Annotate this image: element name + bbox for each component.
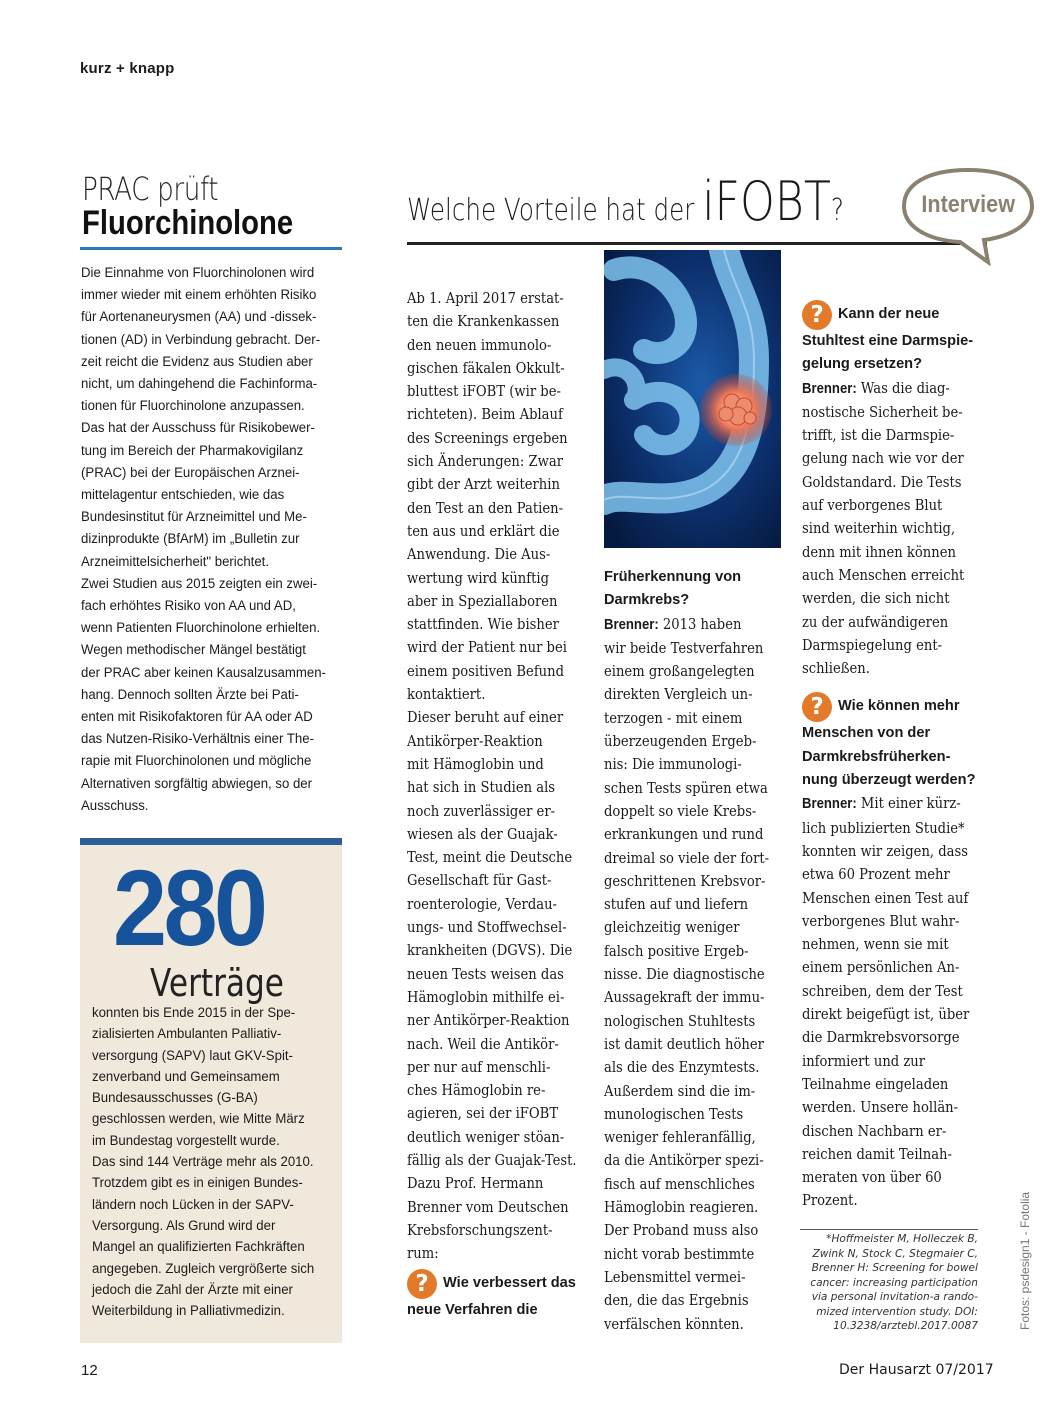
answer-3-line: werden, die sich nicht xyxy=(802,590,950,608)
intro-line: kontaktiert. xyxy=(407,686,486,704)
question-1 xyxy=(407,1269,587,1322)
intro-line: Anwendung. Die Aus- xyxy=(407,546,551,564)
stat-body-line: konnten bis Ende 2015 in der Spe- xyxy=(92,1005,296,1021)
prac-title-line2: Fluorchinolone xyxy=(82,204,294,242)
answer-3-line: denn mit ihnen können xyxy=(802,543,956,561)
intro-line: Gesellschaft für Gast- xyxy=(407,872,552,890)
answer-4-line: Prozent. xyxy=(802,1192,858,1210)
prac-body-line: dizinprodukte (BfArM) im „Bulletin zur xyxy=(81,531,300,548)
prac-body-line: tionen (AD) in Verbindung gebracht. Der- xyxy=(81,331,321,348)
speaker-label: Brenner: xyxy=(604,616,659,633)
stat-body-line: Weiterbildung in Palliativmedizin. xyxy=(92,1303,285,1320)
prac-body-line: Alternativen sorgfältig abwiegen, so der xyxy=(81,775,313,792)
answer-4-line: etwa 60 Prozent mehr xyxy=(802,866,950,884)
prac-body-line: Zwei Studien aus 2015 zeigten ein zwei- xyxy=(81,575,318,592)
answer-3-line: sind weiterhin wichtig, xyxy=(802,520,956,538)
stat-body-line: im Bundestag vorgestellt wurde. xyxy=(92,1132,280,1149)
stat-body-line: geschlossen werden, wie Mitte März xyxy=(92,1111,305,1128)
answer-2-line: direkten Vergleich un- xyxy=(604,686,753,704)
intro-line: ches Hämoglobin re- xyxy=(407,1082,546,1100)
answer-2-line: erkrankungen und rund xyxy=(604,826,764,844)
answer-4-line: verborgenes Blut wahr- xyxy=(802,912,960,930)
speaker-label: Brenner: xyxy=(802,796,857,813)
colon-illustration xyxy=(604,250,781,548)
q2-line: Darmkrebs? xyxy=(604,592,690,609)
answer-4-line: reichen damit Teilnah- xyxy=(802,1145,952,1163)
intro-line: den neuen immunolo- xyxy=(407,336,552,354)
question-2 xyxy=(604,566,789,613)
answer-3-line: auch Menschen erreicht xyxy=(802,566,965,584)
answer-2-line: Außerdem sind die im- xyxy=(604,1082,756,1100)
prac-body-line: Die Einnahme von Fluorchinolonen wird xyxy=(81,265,315,281)
prac-body-line: das Nutzen-Risiko-Verhältnis einer The- xyxy=(81,731,314,748)
answer-4-first-line xyxy=(802,792,987,816)
q1-line: neue Verfahren die xyxy=(407,1302,538,1319)
prac-body-line: Wegen methodischer Mängel bestätigt xyxy=(81,642,306,659)
intro-line: richteten). Beim Ablauf xyxy=(407,406,563,424)
answer-3-line: gelung nach wie vor der xyxy=(802,450,964,468)
interview-column-2 xyxy=(604,566,789,1336)
intro-line: gischen fäkalen Okkult- xyxy=(407,359,565,377)
answer-2-line: gleichzeitig weniger xyxy=(604,919,740,937)
q3-line: Kann der neue xyxy=(838,306,940,322)
answer-4-line: nehmen, wenn sie mit xyxy=(802,936,949,954)
interview-column-1 xyxy=(407,287,587,1323)
answer-4-line: einem persönlichen An- xyxy=(802,959,960,977)
answer-2-line: doppelt so viele Krebs- xyxy=(604,802,757,820)
prac-title-rule xyxy=(80,247,342,250)
q2-line: Früherkennung von xyxy=(604,569,742,585)
intro-line: ner Antikörper-Reaktion xyxy=(407,1012,570,1030)
question-4 xyxy=(802,692,987,792)
page-number: 12 xyxy=(81,1362,98,1379)
answer-4-line: Teilnahme eingeladen xyxy=(802,1075,949,1093)
q4-line: Darmkrebsfrüherken- xyxy=(802,748,951,765)
intro-line: Dieser beruht auf einer xyxy=(407,709,564,727)
intro-line: wertung wird künftig xyxy=(407,569,550,587)
answer-2-line: terzogen - mit einem xyxy=(604,709,743,727)
headline-big: iFOBT xyxy=(702,170,831,233)
answer-2-line: nologischen Stuhltests xyxy=(604,1012,756,1030)
answer-2-line: Aussagekraft der immu- xyxy=(604,989,765,1007)
intro-line: neuen Tests weisen das xyxy=(407,965,564,983)
intro-line: ten die Krankenkassen xyxy=(407,313,560,331)
prac-body-line: für Aortenaneurysmen (AA) und -dissek- xyxy=(81,309,317,326)
answer-4-line: dischen Nachbarn er- xyxy=(802,1122,947,1140)
intro-line: ungs- und Stoffwechsel- xyxy=(407,919,567,937)
answer-2-line: den, die das Ergebnis xyxy=(604,1292,749,1310)
prac-body-line: Arzneimittelsicherheit" berichtet. xyxy=(81,553,270,570)
intro-line: Test, meint die Deutsche xyxy=(407,849,573,867)
q4-line: Menschen von der xyxy=(802,725,931,742)
prac-body-line: Ausschuss. xyxy=(81,797,149,814)
answer-2-line: Der Proband muss also xyxy=(604,1222,759,1240)
question-mark-icon: ? xyxy=(802,692,832,722)
intro-line: rum: xyxy=(407,1245,439,1263)
q3-line: Stuhltest eine Darmspie- xyxy=(802,333,974,349)
intro-line: aber in Speziallaboren xyxy=(407,592,558,610)
prac-body-line: rapie mit Fluorchinolonen und mögliche xyxy=(81,753,312,770)
answer-4-line: direkt beigefügt ist, über xyxy=(802,1006,970,1024)
answer-3-line: nostische Sicherheit be- xyxy=(802,403,963,421)
question-mark-icon: ? xyxy=(802,300,832,330)
prac-body-line: immer wieder mit einem erhöhten Risiko xyxy=(81,287,317,304)
interview-headline xyxy=(407,170,940,233)
answer-4-line: werden. Unsere hollän- xyxy=(802,1099,959,1117)
intro-line: hat sich in Studien als xyxy=(407,779,556,797)
prac-body-line: tung im Bereich der Pharmakovigilanz xyxy=(81,442,304,459)
answer-text: Mit einer kürz- xyxy=(856,795,961,813)
answer-3-line: schließen. xyxy=(802,660,870,678)
intro-line: den Test an den Patien- xyxy=(407,499,564,517)
question-3 xyxy=(802,300,987,377)
intro-line: Krebsforschungszent- xyxy=(407,1221,553,1239)
footnote-line: mized intervention study. DOI: xyxy=(816,1305,978,1318)
answer-2-line: falsch positive Ergeb- xyxy=(604,942,749,960)
footnote-line: *Hoffmeister M, Holleczek B, xyxy=(826,1233,978,1245)
stat-body-line: Bundesausschusses (G-BA) xyxy=(92,1090,258,1107)
issue-label: Der Hausarzt 07/2017 xyxy=(839,1362,994,1378)
answer-2-line: munologischen Tests xyxy=(604,1105,744,1123)
q1-line: Wie verbessert das xyxy=(443,1275,576,1292)
answer-2-line: schen Tests spüren etwa xyxy=(604,779,768,797)
answer-2-line: einem großangelegten xyxy=(604,663,755,681)
footnote-line: 10.3238/arztebl.2017.0087 xyxy=(833,1320,978,1332)
answer-text: 2013 haben xyxy=(658,615,742,633)
intro-line: Ab 1. April 2017 erstat- xyxy=(407,290,564,307)
intro-line: Antikörper-Reaktion xyxy=(407,732,543,750)
photo-credit: Fotos: psdesign1 - Fotolia xyxy=(1018,1191,1032,1330)
answer-4-line: konnten wir zeigen, dass xyxy=(802,842,968,860)
interview-badge: Interview xyxy=(921,189,1016,218)
prac-body-line: Das hat der Ausschuss für Risikobewer- xyxy=(81,420,315,437)
answer-2-line: nis: Die immunologi- xyxy=(604,756,742,774)
headline-post: ? xyxy=(830,193,844,228)
stat-body-line: Mangel an qualifizierten Fachkräften xyxy=(92,1239,305,1256)
intro-line: wiesen als der Guajak- xyxy=(407,825,558,843)
question-mark-icon: ? xyxy=(407,1269,437,1299)
footnote-line: Zwink N, Stock C, Stegmaier C, xyxy=(812,1247,978,1260)
interview-speech-bubble xyxy=(898,166,1038,266)
prac-body-line: fach erhöhtes Risiko von AA und AD, xyxy=(81,598,296,615)
answer-2-line: fisch auf menschliches xyxy=(604,1175,755,1193)
answer-2-line: verfälschen könnten. xyxy=(604,1315,744,1333)
intro-line: des Screenings ergeben xyxy=(407,429,568,447)
stat-body xyxy=(92,1003,342,1322)
answer-2-line: Hämoglobin reagieren. xyxy=(604,1199,759,1217)
answer-3-line: zu der aufwändigeren xyxy=(802,613,949,631)
prac-body-line: enten mit Risikofaktoren für AA oder AD xyxy=(81,709,313,726)
answer-text: Was die diag- xyxy=(856,379,950,397)
q4-line: Wie können mehr xyxy=(838,698,960,715)
intro-line: Dazu Prof. Hermann xyxy=(407,1175,544,1193)
answer-3-line: auf verborgenes Blut xyxy=(802,497,943,515)
speaker-label: Brenner: xyxy=(802,380,857,397)
answer-2-line: als die des Enzymtests. xyxy=(604,1059,760,1077)
stat-body-line: zenverband und Gemeinsamem xyxy=(92,1068,280,1085)
intro-line: ten aus und erklärt die xyxy=(407,522,560,540)
prac-body-line: hang. Dennoch sollten Ärzte bei Pati- xyxy=(81,686,299,703)
stat-number: 280 xyxy=(113,847,265,968)
answer-2-line: stufen auf und liefern xyxy=(604,896,749,914)
answer-2-line: geschrittenen Krebsvor- xyxy=(604,872,766,890)
intro-line: sich Änderungen: Zwar xyxy=(407,453,563,471)
intro-line: bluttest iFOBT (wir be- xyxy=(407,383,561,401)
answer-4-line: lich publizierten Studie* xyxy=(802,819,965,837)
intro-line: stattfinden. Wie bisher xyxy=(407,616,559,634)
answer-4-line: Menschen einen Test auf xyxy=(802,889,969,907)
q3-line: gelung ersetzen? xyxy=(802,356,923,373)
footnote-line: Brenner H: Screening for bowel xyxy=(811,1262,978,1274)
prac-body-line: (PRAC) bei der Europäischen Arznei- xyxy=(81,464,300,481)
stat-body-line: ländern noch Lücken in der SAPV- xyxy=(92,1196,294,1213)
answer-2-first-line xyxy=(604,613,789,637)
intro-line: roenterologie, Verdau- xyxy=(407,895,557,913)
intro-line: krankheiten (DGVS). Die xyxy=(407,942,573,960)
answer-2-line: nisse. Die diagnostische xyxy=(604,966,765,984)
answer-2-line: dreimal so viele der fort- xyxy=(604,849,770,867)
stat-body-line: zialisierten Ambulanten Palliativ- xyxy=(92,1026,282,1043)
prac-body-line: zeit reicht die Evidenz aus Studien aber xyxy=(81,353,313,370)
prac-body-line: mittelagentur entschieden, wie das xyxy=(81,487,285,504)
answer-2-line: überzeugenden Ergeb- xyxy=(604,733,757,751)
q4-line: nung überzeugt werden? xyxy=(802,772,976,789)
stat-body-line: Versorgung. Als Grund wird der xyxy=(92,1217,276,1234)
stat-body-line: angegeben. Zugleich vergrößerte sich xyxy=(92,1260,315,1277)
answer-3-line: Darmspiegelung ent- xyxy=(802,636,943,654)
stat-body-line: jedoch die Zahl der Ärzte mit einer xyxy=(92,1281,293,1298)
prac-body-line: tionen für Fluorchinolone anzupassen. xyxy=(81,398,305,415)
prac-body xyxy=(81,262,343,817)
answer-3-line: trifft, ist die Darmspie- xyxy=(802,427,955,445)
prac-body-line: Bundesinstitut für Arzneimittel und Me- xyxy=(81,509,307,526)
prac-body-line: wenn Patienten Fluorchinolone erhielten. xyxy=(81,620,321,637)
answer-4-line: schreiben, dem der Test xyxy=(802,982,963,1000)
answer-3-line: Goldstandard. Die Tests xyxy=(802,473,962,491)
answer-2-line: nicht vorab bestimmte xyxy=(604,1245,755,1263)
answer-4-line: meraten von über 60 xyxy=(802,1169,942,1187)
stat-body-line: Das sind 144 Verträge mehr als 2010. xyxy=(92,1154,314,1171)
intro-line: wird der Patient nur bei xyxy=(407,639,567,657)
prac-body-line: nicht, um dahingehend die Fachinforma- xyxy=(81,376,318,393)
interview-column-3 xyxy=(802,300,987,1213)
answer-2-line: ist damit deutlich höher xyxy=(604,1035,764,1053)
intro-line: gibt der Arzt weiterhin xyxy=(407,476,560,494)
answer-2-line: da die Antikörper spezi- xyxy=(604,1152,764,1170)
intro-line: Brenner vom Deutschen xyxy=(407,1198,569,1216)
answer-3-first-line xyxy=(802,377,987,401)
footnote-line: via personal invitation-a rando- xyxy=(811,1291,978,1303)
answer-2-line: Lebensmittel vermei- xyxy=(604,1268,746,1286)
intro-line: nach. Weil die Antikör- xyxy=(407,1035,559,1053)
intro-line: deutlich weniger stöan- xyxy=(407,1128,565,1146)
intro-line: mit Hämoglobin und xyxy=(407,755,544,773)
intro-line: noch zuverlässiger er- xyxy=(407,802,556,820)
intro-line: per nur auf menschli- xyxy=(407,1058,551,1076)
headline-text xyxy=(407,170,844,233)
intro-line: Hämoglobin mithilfe ei- xyxy=(407,988,565,1006)
headline-pre: Welche Vorteile hat der xyxy=(407,193,703,228)
stat-body-line: Trotzdem gibt es in einigen Bundes- xyxy=(92,1175,303,1192)
answer-2-line: weniger fehleranfällig, xyxy=(604,1129,756,1147)
answer-4-line: die Darmkrebsvorsorge xyxy=(802,1029,960,1047)
stat-body-line: versorgung (SAPV) laut GKV-Spit- xyxy=(92,1047,293,1064)
footnote-line: cancer: increasing participation xyxy=(810,1276,978,1289)
answer-2-line: wir beide Testverfahren xyxy=(604,639,764,657)
intro-line: einem positiven Befund xyxy=(407,662,565,680)
intro-line: fällig als der Guajak-Test. xyxy=(407,1151,577,1169)
prac-body-line: der PRAC aber keinen Kausalzusammen- xyxy=(81,664,326,681)
intro-line: agieren, sei der iFOBT xyxy=(407,1105,559,1123)
prac-title-line1: PRAC prüft xyxy=(82,170,219,208)
answer-4-line: informiert und zur xyxy=(802,1052,926,1070)
section-label: kurz + knapp xyxy=(80,60,175,77)
stat-label: Verträge xyxy=(150,961,284,1005)
footnote xyxy=(800,1229,978,1334)
